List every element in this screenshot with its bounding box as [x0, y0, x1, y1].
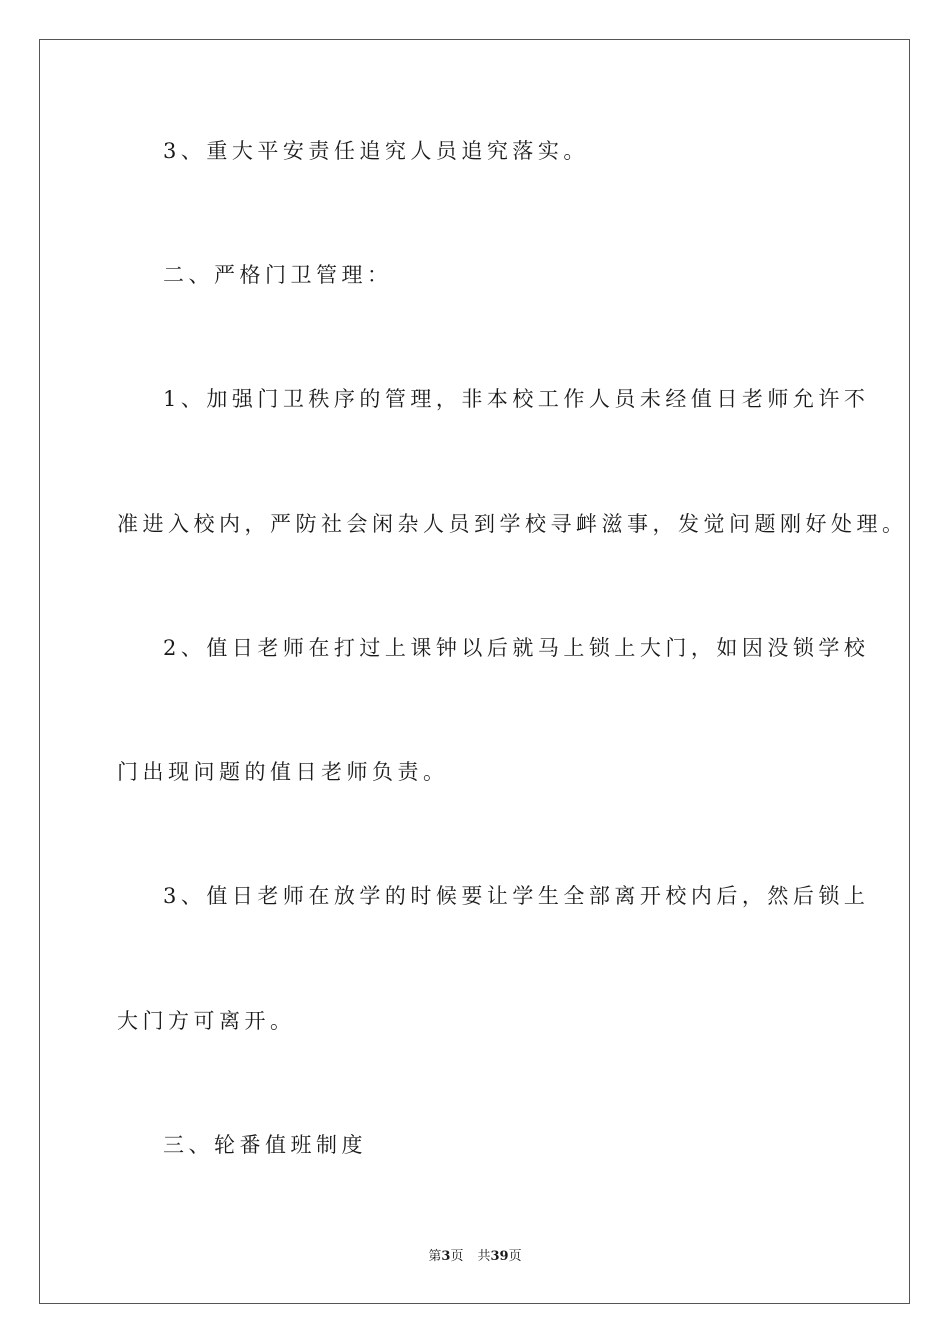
- total-prefix: 共: [477, 1249, 491, 1264]
- page-prefix: 第: [428, 1249, 442, 1264]
- paragraph-line-6: 门出现问题的值日老师负责。: [117, 760, 449, 784]
- section-heading-3: 三、轮番值班制度: [163, 1133, 367, 1157]
- paragraph-line-5: 2、值日老师在打过上课钟以后就马上锁上大门，如因没锁学校: [163, 636, 870, 660]
- paragraph-line-4: 准进入校内，严防社会闲杂人员到学校寻衅滋事，发觉问题刚好处理。: [117, 512, 908, 536]
- page-frame: [39, 39, 910, 1304]
- section-heading-2: 二、严格门卫管理：: [163, 263, 393, 287]
- page-number: 3: [441, 1249, 451, 1264]
- paragraph-line-1: 3、重大平安责任追究人员追究落实。: [163, 139, 589, 163]
- paragraph-line-3: 1、加强门卫秩序的管理，非本校工作人员未经值日老师允许不: [163, 387, 870, 411]
- total-pages: 39: [490, 1249, 509, 1264]
- paragraph-line-8: 大门方可离开。: [117, 1009, 296, 1033]
- page-footer: [0, 1248, 950, 1266]
- page-suffix: 页: [450, 1249, 464, 1264]
- total-suffix: 页: [508, 1249, 522, 1264]
- paragraph-line-7: 3、值日老师在放学的时候要让学生全部离开校内后，然后锁上: [163, 884, 870, 908]
